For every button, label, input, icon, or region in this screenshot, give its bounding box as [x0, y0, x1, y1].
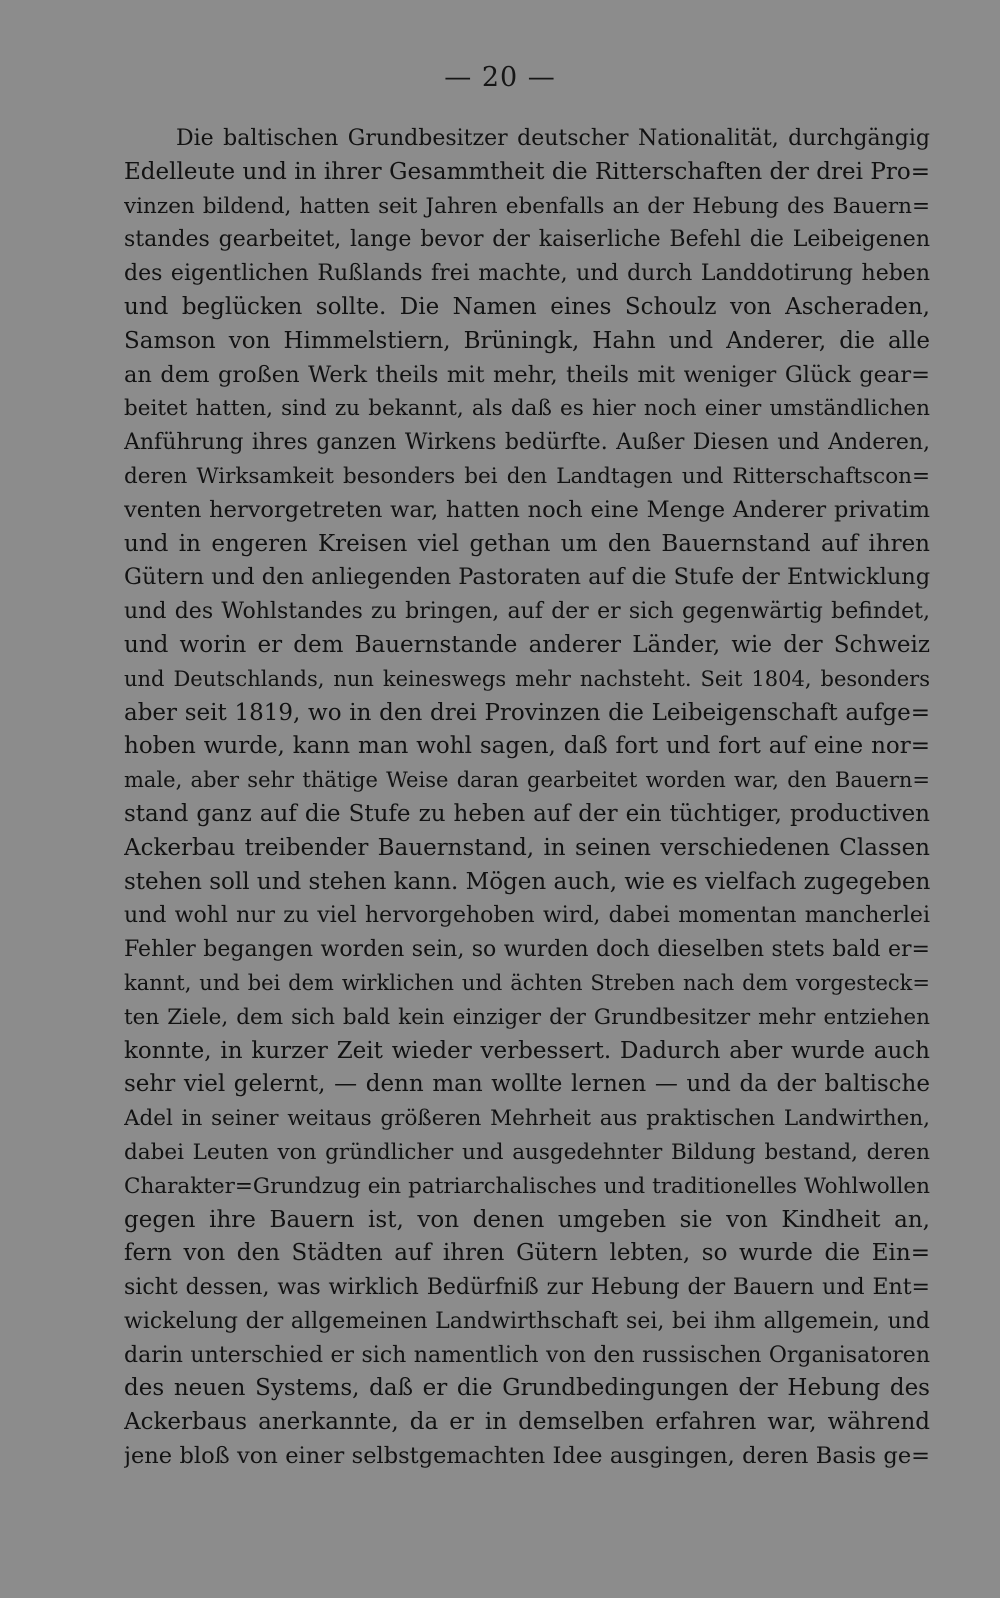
text-line: deren Wirksamkeit besonders bei den Landtagen und Ritterschaftscon= [124, 463, 930, 489]
text-line: Edelleute und in ihrer Gesammtheit die Ritterschaften der drei Pro= [124, 158, 930, 185]
text-line: dabei Leuten von gründlicher und ausgedehnter Bildung bestand, deren [124, 1139, 930, 1165]
text-line: darin unterschied er sich namentlich von den russischen Organisatoren [124, 1342, 930, 1368]
text-line: stand ganz auf die Stufe zu heben auf der ein tüchtiger, productiven [124, 800, 930, 827]
text-line: und beglücken sollte. Die Namen eines Schoulz von Ascheraden, [124, 293, 930, 320]
text-line: Fehler begangen worden sein, so wurden doch dieselben stets bald er= [124, 937, 930, 963]
text-line: des eigentlichen Rußlands frei machte, und durch Landdotirung heben [124, 261, 930, 287]
text-line: sicht dessen, was wirklich Bedürfniß zur Hebung der Bauern und Ent= [124, 1275, 930, 1301]
text-line: und worin er dem Bauernstande anderer Länder, wie der Schweiz [124, 631, 930, 658]
text-line: ten Ziele, dem sich bald kein einziger der Grundbesitzer mehr entziehen [124, 1004, 930, 1030]
text-line: Samson von Himmelstiern, Brüningk, Hahn und Anderer, die alle [124, 327, 930, 354]
text-line: hoben wurde, kann man wohl sagen, daß fort und fort auf eine nor= [124, 733, 930, 760]
text-line: und Deutschlands, nun keineswegs mehr nachsteht. Seit 1804, besonders [124, 666, 930, 691]
text-line: aber seit 1819, wo in den drei Provinzen die Leibeigenschaft aufge= [124, 699, 930, 726]
text-line: und wohl nur zu viel hervorgehoben wird, dabei momentan mancherlei [124, 903, 930, 929]
text-line: und des Wohlstandes zu bringen, auf der er sich gegenwärtig befindet, [124, 599, 930, 625]
text-line: Gütern und den anliegenden Pastoraten auf die Stufe der Entwicklung [124, 564, 930, 591]
text-line: stehen soll und stehen kann. Mögen auch, wie es vielfach zugegeben [124, 868, 930, 895]
text-line: Anführung ihres ganzen Wirkens bedürfte. Außer Diesen und Anderen, [124, 430, 930, 456]
text-line: und in engeren Kreisen viel gethan um den Bauernstand auf ihren [124, 530, 930, 557]
text-line: kannt, und bei dem wirklichen und ächten Streben nach dem vorgesteck= [124, 970, 930, 995]
text-line: standes gearbeitet, lange bevor der kaiserliche Befehl die Leibeigenen [124, 227, 930, 253]
body-text [124, 122, 930, 1474]
text-line: an dem großen Werk theils mit mehr, theils mit weniger Glück gear= [124, 361, 930, 388]
text-line: Ackerbaus anerkannte, da er in demselben erfahren war, während [124, 1409, 930, 1436]
text-line: gegen ihre Bauern ist, von denen umgeben sie von Kindheit an, [124, 1206, 930, 1233]
text-line: des neuen Systems, daß er die Grundbedingungen der Hebung des [124, 1375, 930, 1402]
text-line: beitet hatten, sind zu bekannt, als daß es hier noch einer umständlichen [124, 396, 930, 422]
text-line: male, aber sehr thätige Weise daran gearbeitet worden war, den Bauern= [124, 768, 930, 793]
text-line: wickelung der allgemeinen Landwirthschaft sei, bei ihm allgemein, und [124, 1308, 930, 1334]
text-line: jene bloß von einer selbstgemachten Idee ausgingen, deren Basis ge= [124, 1443, 930, 1470]
page-number: — 20 — [444, 62, 556, 93]
text-line: vinzen bildend, hatten seit Jahren ebenfalls an der Hebung des Bauern= [124, 193, 930, 219]
text-line: konnte, in kurzer Zeit wieder verbessert. Dadurch aber wurde auch [124, 1037, 930, 1064]
text-line: venten hervorgetreten war, hatten noch eine Menge Anderer privatim [124, 496, 930, 523]
text-line: Adel in seiner weitaus größeren Mehrheit aus praktischen Landwirthen, [124, 1106, 930, 1132]
text-line: Charakter=Grundzug ein patriarchalisches und traditionelles Wohlwollen [124, 1173, 930, 1199]
text-line: Ackerbau treibender Bauernstand, in seinen verschiedenen Classen [124, 834, 930, 861]
text-line: sehr viel gelernt, — denn man wollte lernen — und da der baltische [124, 1071, 930, 1098]
text-line: fern von den Städten auf ihren Gütern lebten, so wurde die Ein= [124, 1240, 930, 1267]
text-line: Die baltischen Grundbesitzer deutscher Nationalität, durchgängig [176, 126, 930, 151]
